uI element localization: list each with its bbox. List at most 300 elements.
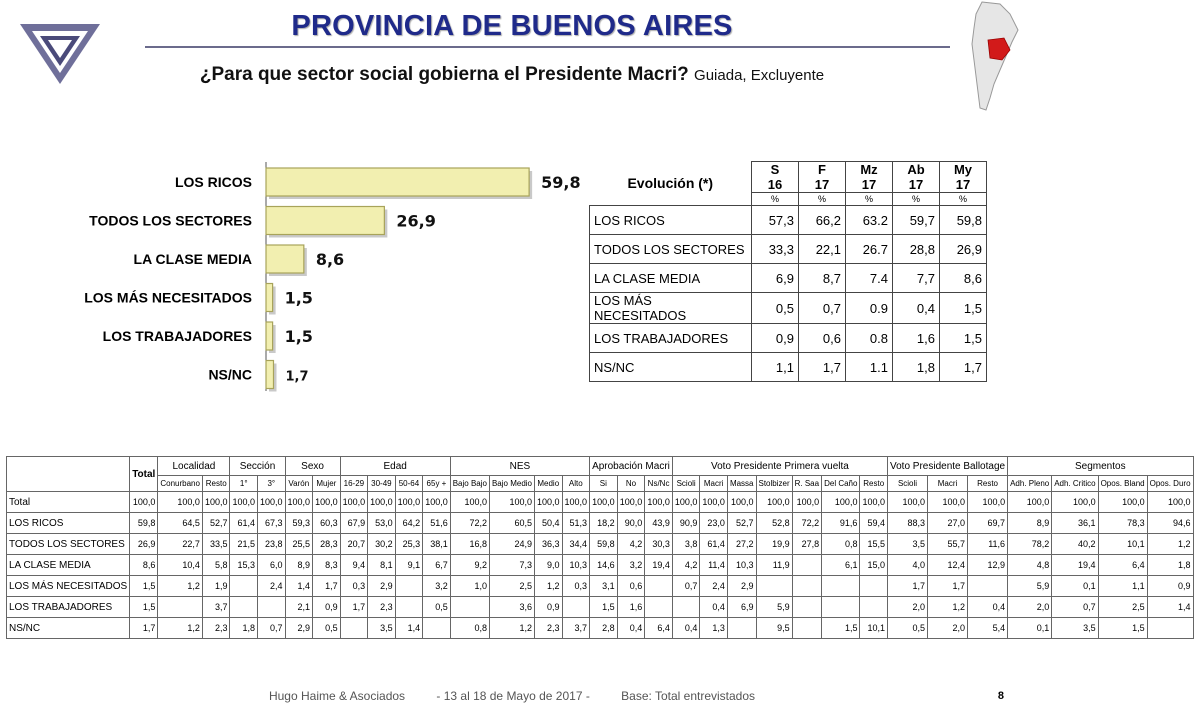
unit-label: % xyxy=(799,193,846,206)
table-cell: 0,1 xyxy=(1052,576,1098,597)
table-cell: 30,3 xyxy=(645,534,673,555)
evolution-row-label: NS/NC xyxy=(590,353,752,382)
table-cell: 34,4 xyxy=(562,534,590,555)
table-cell xyxy=(450,597,489,618)
table-cell: 1,9 xyxy=(202,576,230,597)
table-cell: 11,4 xyxy=(700,555,728,576)
table-cell: 2,8 xyxy=(590,618,618,639)
group-header: NES xyxy=(450,457,589,476)
table-cell xyxy=(230,597,258,618)
evolution-row-label: LOS MÁS NECESITADOS xyxy=(590,293,752,324)
table-cell: 2,0 xyxy=(928,618,968,639)
evolution-value: 0,5 xyxy=(752,293,799,324)
table-cell: 0,3 xyxy=(562,576,590,597)
period-header: F 17 xyxy=(799,162,846,193)
table-cell: 72,2 xyxy=(450,513,489,534)
table-cell xyxy=(860,576,888,597)
table-cell: 4,0 xyxy=(887,555,927,576)
table-cell: 1,5 xyxy=(590,597,618,618)
evolution-value: 22,1 xyxy=(799,235,846,264)
evolution-value: 1,6 xyxy=(893,324,940,353)
table-cell: 30,2 xyxy=(368,534,396,555)
table-cell: 0,7 xyxy=(1052,597,1098,618)
table-cell: 0,1 xyxy=(1008,618,1052,639)
table-cell: 100,0 xyxy=(340,492,368,513)
value-label: 1,5 xyxy=(284,327,313,346)
table-cell: 0,9 xyxy=(313,597,341,618)
table-cell: 4,2 xyxy=(672,555,700,576)
footer-dates: - 13 al 18 de Mayo de 2017 - xyxy=(436,689,590,703)
table-cell: 90,0 xyxy=(617,513,645,534)
category-label: LOS MÁS NECESITADOS xyxy=(84,289,252,306)
bar-2 xyxy=(266,245,304,273)
table-cell: 59,3 xyxy=(285,513,313,534)
evolution-value: 0.9 xyxy=(846,293,893,324)
group-header: Segmentos xyxy=(1008,457,1193,476)
table-cell: 100,0 xyxy=(395,492,423,513)
table-cell: 21,5 xyxy=(230,534,258,555)
table-cell: 52,7 xyxy=(202,513,230,534)
table-cell: 59,8 xyxy=(590,534,618,555)
table-cell: 5,9 xyxy=(1008,576,1052,597)
table-cell: 1,2 xyxy=(158,576,203,597)
table-cell: 1,8 xyxy=(230,618,258,639)
table-cell: 1,5 xyxy=(822,618,860,639)
table-cell: 0,7 xyxy=(258,618,286,639)
row-total: 1,5 xyxy=(130,597,158,618)
table-cell: 1,0 xyxy=(450,576,489,597)
table-cell xyxy=(230,576,258,597)
table-cell: 50,4 xyxy=(535,513,563,534)
subgroup-header: Varón xyxy=(285,476,313,492)
row-total: 26,9 xyxy=(130,534,158,555)
table-row xyxy=(7,576,1194,597)
table-cell xyxy=(423,618,451,639)
row-label: Total xyxy=(7,492,130,513)
table-cell: 100,0 xyxy=(535,492,563,513)
bar-1 xyxy=(266,207,384,235)
evolution-value: 0,7 xyxy=(799,293,846,324)
row-total: 8,6 xyxy=(130,555,158,576)
group-header: Localidad xyxy=(158,457,230,476)
subgroup-header: No xyxy=(617,476,645,492)
evolution-row xyxy=(590,293,987,324)
table-cell: 1,6 xyxy=(617,597,645,618)
table-cell: 22,7 xyxy=(158,534,203,555)
table-cell: 19,4 xyxy=(645,555,673,576)
bar-5 xyxy=(266,361,273,389)
row-label: TODOS LOS SECTORES xyxy=(7,534,130,555)
table-cell: 4,8 xyxy=(1008,555,1052,576)
evolution-value: 0,4 xyxy=(893,293,940,324)
table-cell: 1,1 xyxy=(1098,576,1147,597)
category-label: TODOS LOS SECTORES xyxy=(89,212,252,229)
table-cell: 2,1 xyxy=(285,597,313,618)
evolution-value: 0,9 xyxy=(752,324,799,353)
table-cell: 1,4 xyxy=(1147,597,1193,618)
evolution-value: 26.7 xyxy=(846,235,893,264)
table-cell: 10,3 xyxy=(727,555,756,576)
table-cell xyxy=(792,576,821,597)
table-cell: 1,7 xyxy=(887,576,927,597)
table-cell: 2,5 xyxy=(1098,597,1147,618)
table-cell: 52,7 xyxy=(727,513,756,534)
category-label: LOS TRABAJADORES xyxy=(102,328,252,344)
table-cell xyxy=(822,597,860,618)
table-cell: 6,4 xyxy=(1098,555,1147,576)
table-cell: 9,4 xyxy=(340,555,368,576)
table-cell: 100,0 xyxy=(1098,492,1147,513)
table-cell: 100,0 xyxy=(727,492,756,513)
row-total: 1,7 xyxy=(130,618,158,639)
table-cell: 5,8 xyxy=(202,555,230,576)
table-cell: 14,6 xyxy=(590,555,618,576)
table-cell: 2,9 xyxy=(368,576,396,597)
unit-label: % xyxy=(752,193,799,206)
table-cell: 36,1 xyxy=(1052,513,1098,534)
subgroup-header: Macri xyxy=(700,476,728,492)
table-cell: 60,5 xyxy=(489,513,534,534)
table-cell: 8,9 xyxy=(285,555,313,576)
evolution-value: 1,8 xyxy=(893,353,940,382)
table-cell: 15,3 xyxy=(230,555,258,576)
evolution-value: 0.8 xyxy=(846,324,893,353)
table-cell: 43,9 xyxy=(645,513,673,534)
table-cell: 100,0 xyxy=(617,492,645,513)
table-cell: 59,4 xyxy=(860,513,888,534)
table-cell: 2,3 xyxy=(535,618,563,639)
table-cell xyxy=(727,618,756,639)
evolution-value: 33,3 xyxy=(752,235,799,264)
subgroup-header: Bajo Bajo xyxy=(450,476,489,492)
table-cell: 11,9 xyxy=(756,555,792,576)
table-cell: 91,6 xyxy=(822,513,860,534)
table-cell: 10,1 xyxy=(1098,534,1147,555)
total-header: Total xyxy=(130,457,158,492)
unit-label: % xyxy=(846,193,893,206)
table-cell: 27,0 xyxy=(928,513,968,534)
subgroup-header: Resto xyxy=(968,476,1008,492)
subgroup-header: 3° xyxy=(258,476,286,492)
table-row xyxy=(7,555,1194,576)
subgroup-header: 1° xyxy=(230,476,258,492)
subgroup-header: Medio xyxy=(535,476,563,492)
group-header: Voto Presidente Primera vuelta xyxy=(672,457,887,476)
table-cell: 3,8 xyxy=(672,534,700,555)
table-cell: 100,0 xyxy=(590,492,618,513)
table-cell: 20,7 xyxy=(340,534,368,555)
table-cell xyxy=(756,576,792,597)
table-cell: 2,3 xyxy=(202,618,230,639)
table-cell: 69,7 xyxy=(968,513,1008,534)
table-cell: 2,5 xyxy=(489,576,534,597)
table-cell xyxy=(562,597,590,618)
evolution-value: 28,8 xyxy=(893,235,940,264)
table-cell: 2,3 xyxy=(368,597,396,618)
table-cell xyxy=(792,555,821,576)
group-header: Sexo xyxy=(285,457,340,476)
footer-source: Hugo Haime & Asociados xyxy=(268,689,406,703)
bar-4 xyxy=(266,322,273,350)
table-cell: 36,3 xyxy=(535,534,563,555)
footer xyxy=(0,689,1024,703)
evolution-value: 1,5 xyxy=(940,324,987,353)
value-label: 1,5 xyxy=(284,288,313,308)
evolution-row xyxy=(590,206,987,235)
subgroup-header: Bajo Medio xyxy=(489,476,534,492)
value-label: 8,6 xyxy=(315,250,345,269)
table-cell: 10,3 xyxy=(562,555,590,576)
table-cell: 27,2 xyxy=(727,534,756,555)
table-cell: 5,9 xyxy=(756,597,792,618)
subgroup-header: Stolbizer xyxy=(756,476,792,492)
category-label: LA CLASE MEDIA xyxy=(133,251,252,267)
table-cell: 61,4 xyxy=(700,534,728,555)
table-cell: 78,2 xyxy=(1008,534,1052,555)
table-row xyxy=(7,597,1194,618)
subgroup-header: Mujer xyxy=(313,476,341,492)
table-cell: 0,5 xyxy=(313,618,341,639)
table-cell: 90,9 xyxy=(672,513,700,534)
table-cell: 100,0 xyxy=(1008,492,1052,513)
subgroup-header: Si xyxy=(590,476,618,492)
table-cell: 51,3 xyxy=(562,513,590,534)
table-cell xyxy=(672,597,700,618)
table-cell: 3,5 xyxy=(1052,618,1098,639)
table-cell: 100,0 xyxy=(562,492,590,513)
table-cell: 38,1 xyxy=(423,534,451,555)
category-label: LOS RICOS xyxy=(174,174,252,190)
table-cell: 100,0 xyxy=(423,492,451,513)
evolution-value: 7,7 xyxy=(893,264,940,293)
table-cell: 0,4 xyxy=(968,597,1008,618)
evolution-row xyxy=(590,264,987,293)
table-cell: 10,4 xyxy=(158,555,203,576)
table-cell: 27,8 xyxy=(792,534,821,555)
table-cell: 1,7 xyxy=(313,576,341,597)
table-cell: 100,0 xyxy=(450,492,489,513)
table-cell: 100,0 xyxy=(792,492,821,513)
evolution-row-label: LA CLASE MEDIA xyxy=(590,264,752,293)
table-cell: 100,0 xyxy=(645,492,673,513)
breakdown-table xyxy=(6,456,1194,639)
unit-label: % xyxy=(940,193,987,206)
table-cell: 1,4 xyxy=(285,576,313,597)
table-cell: 2,9 xyxy=(285,618,313,639)
table-cell: 53,0 xyxy=(368,513,396,534)
footer-base: Base: Total entrevistados xyxy=(621,689,756,703)
subgroup-header: 50-64 xyxy=(395,476,423,492)
table-cell: 52,8 xyxy=(756,513,792,534)
table-cell: 0,5 xyxy=(887,618,927,639)
table-cell: 33,5 xyxy=(202,534,230,555)
table-cell: 6,0 xyxy=(258,555,286,576)
table-cell: 100,0 xyxy=(230,492,258,513)
table-cell: 100,0 xyxy=(1052,492,1098,513)
table-cell: 100,0 xyxy=(258,492,286,513)
bar-chart xyxy=(0,150,590,400)
evolution-value: 63.2 xyxy=(846,206,893,235)
table-cell: 12,9 xyxy=(968,555,1008,576)
table-cell: 0,7 xyxy=(672,576,700,597)
evolution-row xyxy=(590,324,987,353)
table-cell: 3,2 xyxy=(423,576,451,597)
evolution-value: 1,7 xyxy=(940,353,987,382)
period-header: My 17 xyxy=(940,162,987,193)
table-cell: 24,9 xyxy=(489,534,534,555)
row-label: LOS TRABAJADORES xyxy=(7,597,130,618)
table-cell: 88,3 xyxy=(887,513,927,534)
table-cell: 0,4 xyxy=(700,597,728,618)
table-cell: 15,5 xyxy=(860,534,888,555)
table-cell: 100,0 xyxy=(158,492,203,513)
table-cell: 61,4 xyxy=(230,513,258,534)
subgroup-header: Scioli xyxy=(672,476,700,492)
group-header: Aprobación Macri xyxy=(590,457,673,476)
table-cell: 8,9 xyxy=(1008,513,1052,534)
table-cell: 67,9 xyxy=(340,513,368,534)
category-label: NS/NC xyxy=(208,366,252,383)
table-cell: 9,5 xyxy=(756,618,792,639)
table-cell: 100,0 xyxy=(313,492,341,513)
table-row xyxy=(7,618,1194,639)
table-cell: 94,6 xyxy=(1147,513,1193,534)
table-row xyxy=(7,513,1194,534)
table-cell: 23,8 xyxy=(258,534,286,555)
table-cell: 1,7 xyxy=(340,597,368,618)
table-cell: 100,0 xyxy=(887,492,927,513)
row-total: 59,8 xyxy=(130,513,158,534)
value-label: 1,7 xyxy=(285,369,309,385)
table-cell: 10,1 xyxy=(860,618,888,639)
evolution-value: 8,6 xyxy=(940,264,987,293)
table-cell: 67,3 xyxy=(258,513,286,534)
table-cell: 28,3 xyxy=(313,534,341,555)
row-total: 100,0 xyxy=(130,492,158,513)
table-cell: 2,9 xyxy=(727,576,756,597)
evolution-row xyxy=(590,235,987,264)
evolution-value: 1.1 xyxy=(846,353,893,382)
period-header: S 16 xyxy=(752,162,799,193)
table-cell: 3,6 xyxy=(489,597,534,618)
group-header: Edad xyxy=(340,457,450,476)
evolution-table xyxy=(589,161,987,382)
table-cell: 3,1 xyxy=(590,576,618,597)
table-cell: 3,5 xyxy=(887,534,927,555)
period-header: Ab 17 xyxy=(893,162,940,193)
subgroup-header: Alto xyxy=(562,476,590,492)
table-cell: 12,4 xyxy=(928,555,968,576)
table-cell: 1,2 xyxy=(1147,534,1193,555)
subgroup-header: 65y + xyxy=(423,476,451,492)
table-cell: 0,4 xyxy=(672,618,700,639)
evolution-value: 26,9 xyxy=(940,235,987,264)
table-cell: 0,4 xyxy=(617,618,645,639)
subgroup-header: Opos. Duro xyxy=(1147,476,1193,492)
table-cell: 64,5 xyxy=(158,513,203,534)
evolution-value: 6,9 xyxy=(752,264,799,293)
subgroup-header: R. Saa xyxy=(792,476,821,492)
subgroup-header: Adh. Pleno xyxy=(1008,476,1052,492)
table-cell xyxy=(158,597,203,618)
evolution-row-label: LOS TRABAJADORES xyxy=(590,324,752,353)
table-cell: 100,0 xyxy=(928,492,968,513)
row-label: LOS RICOS xyxy=(7,513,130,534)
table-cell: 1,8 xyxy=(1147,555,1193,576)
table-cell: 0,8 xyxy=(822,534,860,555)
table-cell: 1,7 xyxy=(928,576,968,597)
table-cell: 4,2 xyxy=(617,534,645,555)
table-cell xyxy=(968,576,1008,597)
table-cell: 51,6 xyxy=(423,513,451,534)
table-cell: 55,7 xyxy=(928,534,968,555)
evolution-caption: Evolución (*) xyxy=(627,175,714,192)
table-cell: 0,9 xyxy=(1147,576,1193,597)
table-cell: 6,7 xyxy=(423,555,451,576)
table-cell: 25,5 xyxy=(285,534,313,555)
evolution-value: 8,7 xyxy=(799,264,846,293)
subgroup-header: 30-49 xyxy=(368,476,396,492)
table-cell xyxy=(258,597,286,618)
subgroup-header: Macri xyxy=(928,476,968,492)
table-cell: 72,2 xyxy=(792,513,821,534)
table-cell: 60,3 xyxy=(313,513,341,534)
table-cell: 15,0 xyxy=(860,555,888,576)
subgroup-header: Resto xyxy=(860,476,888,492)
table-cell: 0,9 xyxy=(535,597,563,618)
table-cell: 2,0 xyxy=(1008,597,1052,618)
group-header: Sección xyxy=(230,457,285,476)
table-cell: 2,4 xyxy=(700,576,728,597)
table-cell: 5,4 xyxy=(968,618,1008,639)
table-cell: 1,2 xyxy=(489,618,534,639)
table-cell xyxy=(395,597,423,618)
evolution-value: 59,7 xyxy=(893,206,940,235)
table-cell: 1,4 xyxy=(395,618,423,639)
table-cell: 3,7 xyxy=(202,597,230,618)
table-cell xyxy=(860,597,888,618)
table-cell: 100,0 xyxy=(822,492,860,513)
table-cell: 0,6 xyxy=(617,576,645,597)
table-cell: 78,3 xyxy=(1098,513,1147,534)
table-cell xyxy=(1147,618,1193,639)
breakdown-corner xyxy=(7,457,130,492)
table-cell: 7,3 xyxy=(489,555,534,576)
table-cell: 25,3 xyxy=(395,534,423,555)
table-cell: 1,2 xyxy=(535,576,563,597)
table-cell: 11,6 xyxy=(968,534,1008,555)
table-cell xyxy=(395,576,423,597)
evolution-row-label: TODOS LOS SECTORES xyxy=(590,235,752,264)
table-row xyxy=(7,534,1194,555)
table-cell xyxy=(340,618,368,639)
table-cell: 100,0 xyxy=(968,492,1008,513)
page-number: 8 xyxy=(997,690,1004,702)
table-cell: 100,0 xyxy=(368,492,396,513)
table-cell xyxy=(792,597,821,618)
evolution-value: 1,7 xyxy=(799,353,846,382)
evolution-value: 7.4 xyxy=(846,264,893,293)
table-cell: 16,8 xyxy=(450,534,489,555)
table-cell: 9,0 xyxy=(535,555,563,576)
row-label: LA CLASE MEDIA xyxy=(7,555,130,576)
value-label: 59,8 xyxy=(541,173,581,192)
table-cell: 100,0 xyxy=(489,492,534,513)
subgroup-header: 16-29 xyxy=(340,476,368,492)
bar-0 xyxy=(266,168,529,196)
evolution-value: 0,6 xyxy=(799,324,846,353)
title-rule xyxy=(145,46,950,48)
